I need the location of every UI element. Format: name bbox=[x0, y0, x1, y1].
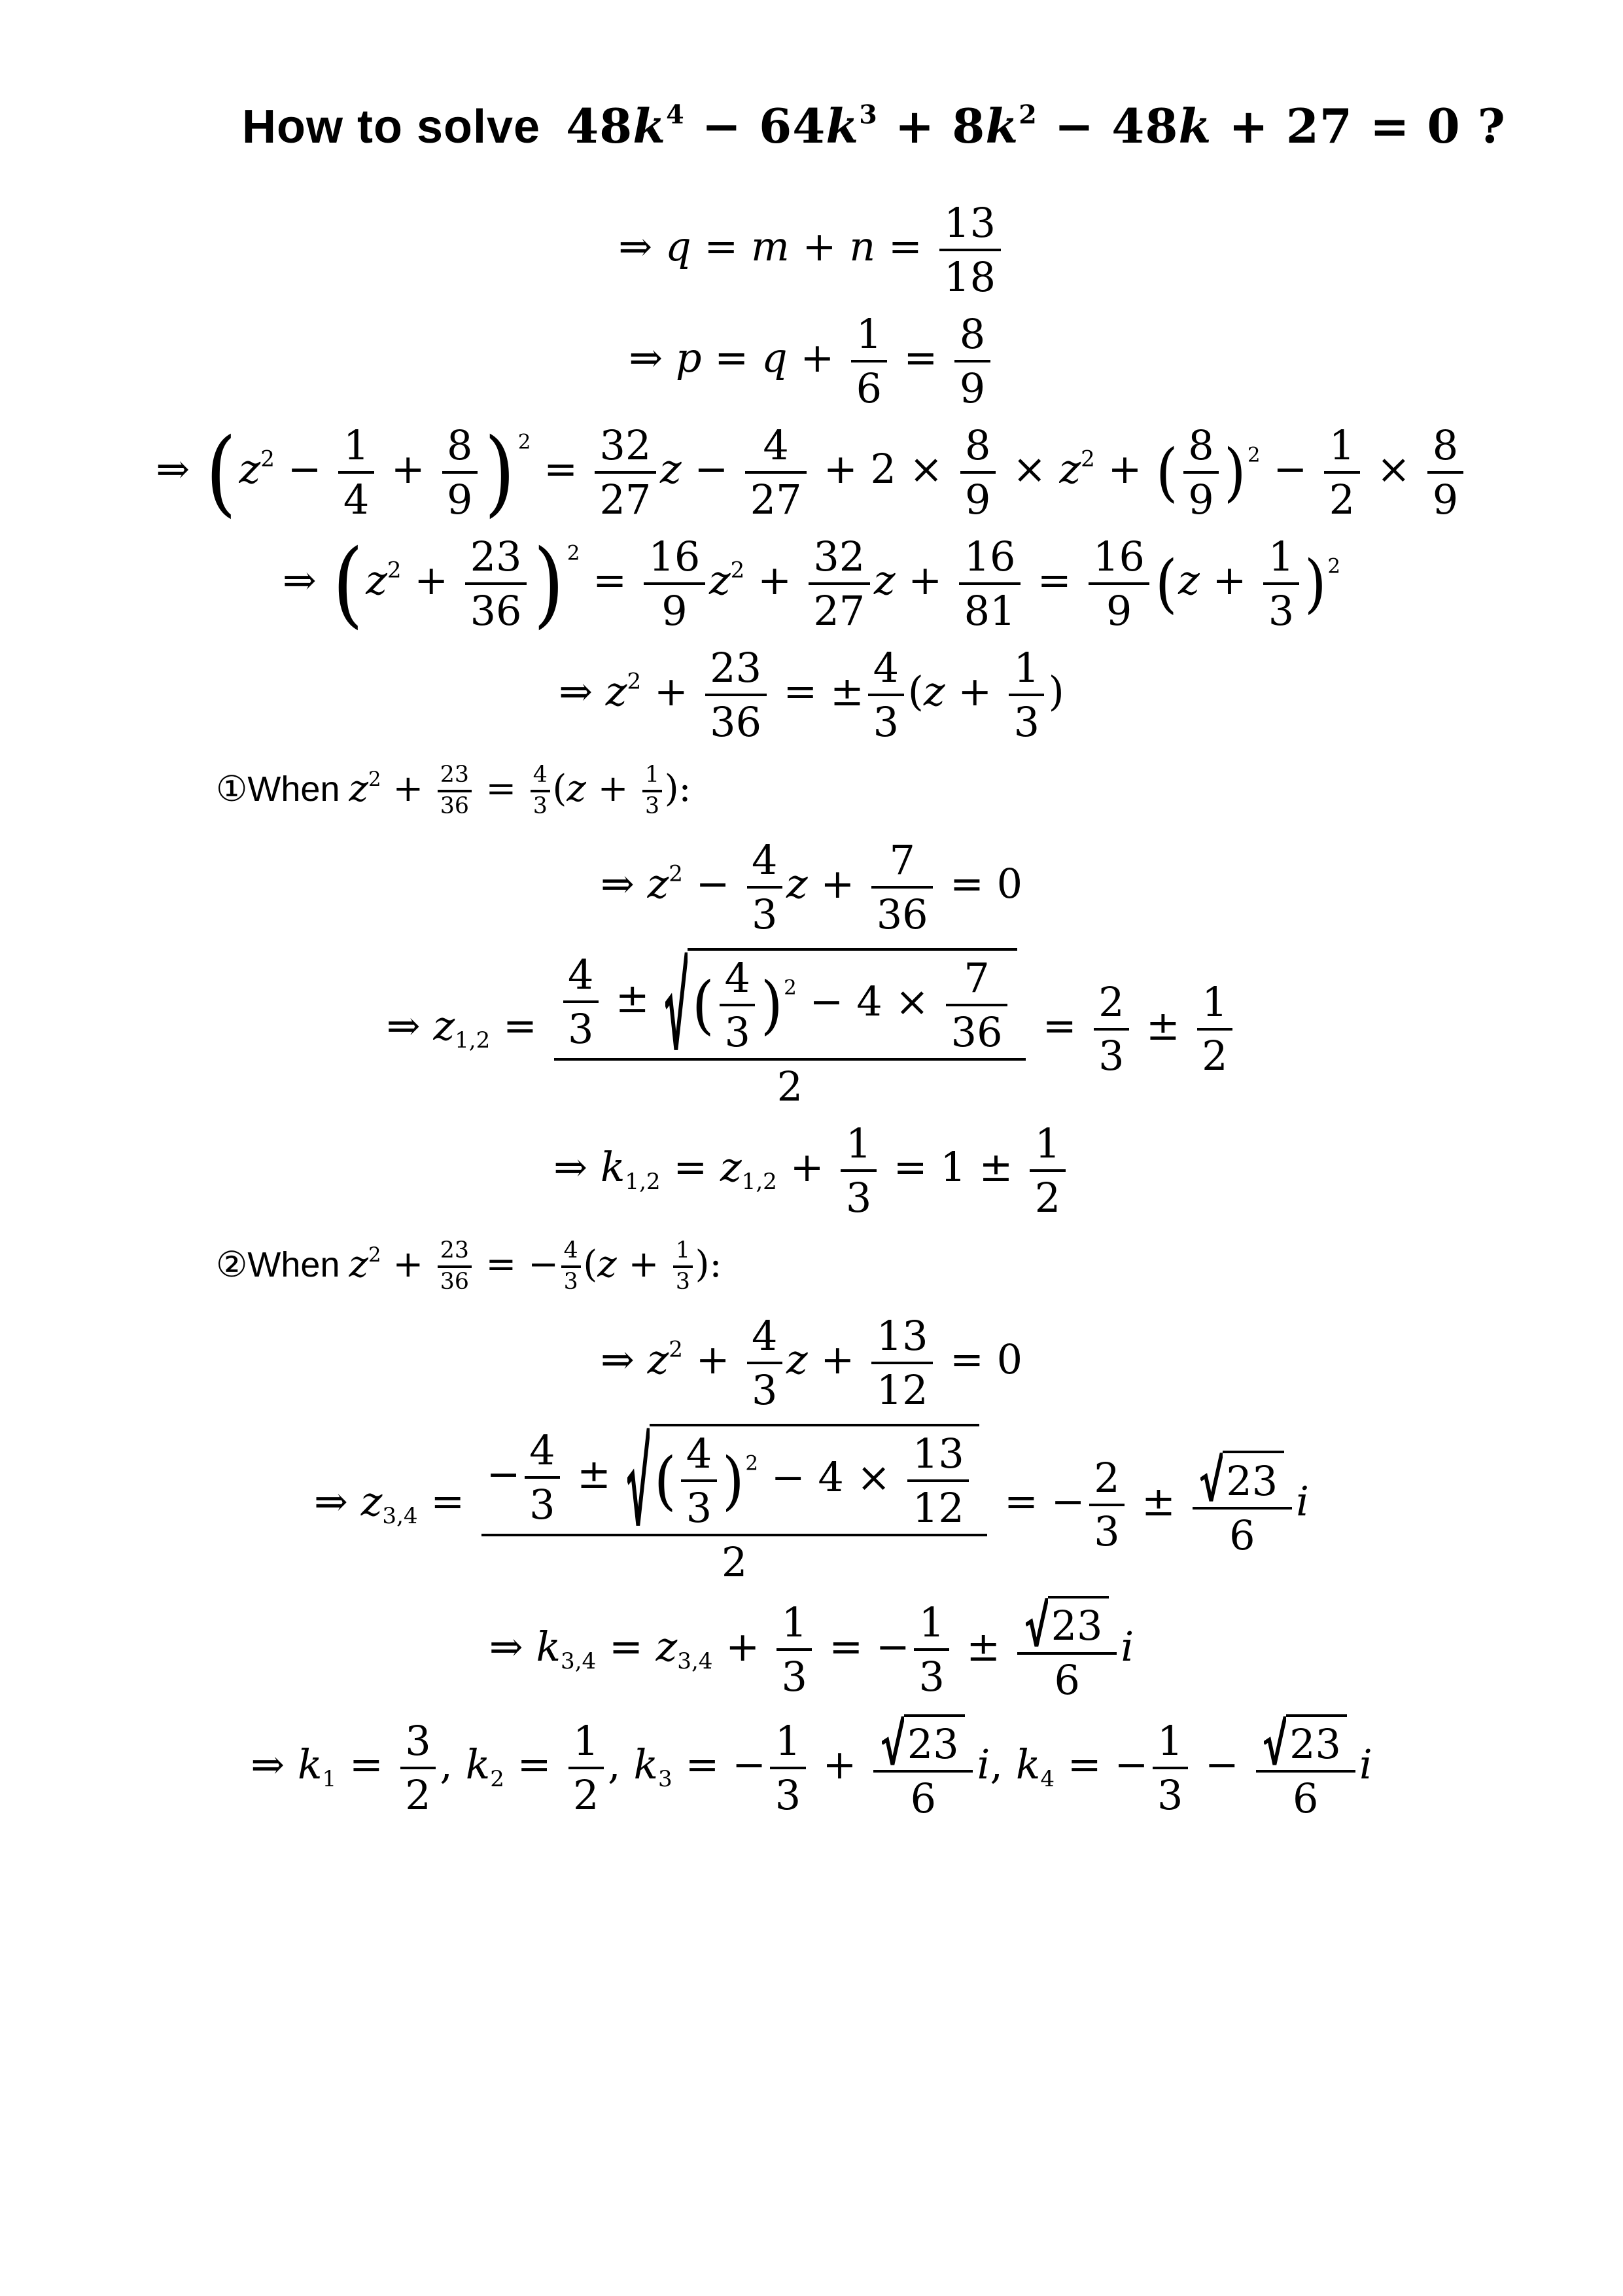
fraction: $\frac{4}{3}$ bbox=[868, 645, 903, 745]
fraction: $\frac{4}{3}$ ± ( $\frac{4}{3}$ )$^2$ − 4 × $\frac{7}{36}$ 2 bbox=[554, 948, 1026, 1110]
sqrt-radical-icon bbox=[627, 1424, 650, 1531]
fraction: $\frac{13}{18}$ bbox=[939, 200, 1001, 300]
case-line bbox=[0, 1238, 1623, 1296]
fraction: $\frac{7}{36}$ bbox=[871, 837, 933, 938]
equation-line bbox=[0, 1424, 1623, 1585]
fraction: $\frac{16}{81}$ bbox=[959, 533, 1021, 634]
fraction: $\frac{32}{27}$ bbox=[595, 422, 656, 523]
fraction: $\frac{2}{3}$ bbox=[1089, 1455, 1125, 1555]
fraction: $\frac{4}{3}$ bbox=[681, 1430, 716, 1531]
fraction: $\frac{8}{9}$ bbox=[442, 422, 478, 523]
equation-line bbox=[0, 1596, 1623, 1704]
fraction: $\frac{4}{27}$ bbox=[745, 422, 807, 523]
fraction: $\frac{1}{2}$ bbox=[1197, 979, 1232, 1080]
fraction: $\frac{13}{12}$ bbox=[907, 1430, 969, 1531]
fraction: $\frac{1}{3}$ bbox=[914, 1599, 949, 1700]
page-title bbox=[242, 98, 1623, 154]
square-root: ( $\frac{4}{3}$ )$^2$ − 4 × $\frac{7}{36}$ bbox=[665, 948, 1017, 1055]
fraction: $\frac{23}{36}$ bbox=[438, 1238, 472, 1296]
case-label: ②When bbox=[216, 1245, 340, 1284]
fraction: $\frac{8}{9}$ bbox=[960, 422, 996, 523]
equation-line bbox=[0, 529, 1623, 639]
fraction: $\frac{23}{6}$ bbox=[1256, 1714, 1355, 1822]
equation-line bbox=[0, 645, 1623, 745]
fraction: $\frac{1}{3}$ bbox=[1009, 645, 1044, 745]
equation-lines bbox=[0, 200, 1623, 1822]
fraction: $\frac{2}{3}$ bbox=[1094, 979, 1129, 1080]
equation-line bbox=[0, 948, 1623, 1110]
fraction: $\frac{1}{3}$ bbox=[1153, 1718, 1188, 1818]
sqrt-radical-icon bbox=[1264, 1714, 1286, 1768]
fraction: $\frac{1}{3}$ bbox=[642, 762, 662, 820]
formula: ⇒ $z_{1,2}$ = $\frac{4}{3}$ ± ( $\frac{4}{3}$ )$^2$ − 4 × $\frac{7}{36}$ 2 = $\frac{2}{3}$ ± $\frac{1}{2}$ bbox=[387, 1002, 1236, 1050]
fraction: $\frac{16}{9}$ bbox=[644, 533, 705, 634]
fraction: $\frac{1}{3}$ bbox=[1263, 533, 1299, 634]
equation-line bbox=[0, 200, 1623, 300]
fraction: $\frac{3}{2}$ bbox=[400, 1718, 436, 1818]
formula: $z^2$ + $\frac{23}{36}$ = − $\frac{4}{3}$ (z + $\frac{1}{3}$ ): bbox=[349, 1237, 722, 1296]
fraction: $\frac{23}{6}$ bbox=[1193, 1451, 1292, 1559]
fraction: $\frac{1}{2}$ bbox=[568, 1718, 604, 1818]
formula: ⇒ ($z^2$ − $\frac{1}{4}$ + $\frac{8}{9}$ ) $^2$ = $\frac{32}{27}$ z − $\frac{4}{27}$ + 2 × $\frac{8}{9}$ × $z^2$ + ( $\frac{8}{9}$ )$^2$ − $\frac{1}{2}$ × $\frac{8}{9}$ bbox=[156, 445, 1467, 493]
fraction: $\frac{1}{2}$ bbox=[1324, 422, 1359, 523]
formula: ⇒ $z^2$ − $\frac{4}{3}$ z + $\frac{7}{36}$ = 0 bbox=[600, 836, 1023, 938]
square-root: 23 bbox=[1200, 1451, 1283, 1504]
sqrt-radical-icon bbox=[882, 1714, 904, 1768]
fraction: $\frac{4}{3}$ bbox=[747, 1313, 782, 1413]
fraction: $\frac{1}{2}$ bbox=[1030, 1120, 1065, 1221]
case-line bbox=[0, 762, 1623, 820]
fraction: $\frac{16}{9}$ bbox=[1089, 533, 1150, 634]
sqrt-radical-icon bbox=[1026, 1596, 1048, 1650]
equation-line bbox=[0, 418, 1623, 527]
fraction: − $\frac{4}{3}$ ± ( $\frac{4}{3}$ )$^2$ − 4 × $\frac{13}{12}$ 2 bbox=[481, 1424, 987, 1585]
fraction: $\frac{8}{9}$ bbox=[1427, 422, 1463, 523]
formula: ⇒ q = m + n = $\frac{13}{18}$ bbox=[618, 222, 1004, 270]
fraction: $\frac{1}{3}$ bbox=[841, 1120, 876, 1221]
formula: $z^2$ + $\frac{23}{36}$ = $\frac{4}{3}$ (z + $\frac{1}{3}$ ): bbox=[349, 762, 691, 820]
formula: ⇒ p = q + $\frac{1}{6}$ = $\frac{8}{9}$ bbox=[629, 334, 994, 381]
fraction: $\frac{4}{3}$ bbox=[563, 951, 599, 1052]
square-root: ( $\frac{4}{3}$ )$^2$ − 4 × $\frac{13}{12}$ bbox=[627, 1424, 979, 1531]
fraction: $\frac{4}{3}$ bbox=[747, 837, 782, 938]
formula: ⇒ $k_{1,2} = z_{1,2}$ + $\frac{1}{3}$ = 1 ± $\frac{1}{2}$ bbox=[553, 1143, 1070, 1191]
fraction: $\frac{1}{3}$ bbox=[770, 1718, 805, 1818]
title-text: How to solve bbox=[242, 101, 541, 153]
fraction: $\frac{4}{3}$ bbox=[561, 1238, 581, 1296]
square-root: 23 bbox=[1264, 1714, 1347, 1768]
fraction: $\frac{13}{12}$ bbox=[871, 1313, 933, 1413]
sqrt-radical-icon bbox=[665, 948, 688, 1055]
square-root: 23 bbox=[1026, 1596, 1109, 1650]
fraction: $\frac{32}{27}$ bbox=[809, 533, 870, 634]
formula: ⇒ $k_{3,4} = z_{3,4}$ + $\frac{1}{3}$ = − $\frac{1}{3}$ ± $\frac{23}{6}$ i bbox=[489, 1623, 1134, 1670]
fraction: $\frac{1}{4}$ bbox=[338, 422, 374, 523]
fraction: $\frac{4}{3}$ bbox=[525, 1427, 560, 1528]
fraction: $\frac{1}{3}$ bbox=[777, 1599, 812, 1700]
fraction: $\frac{8}{9}$ bbox=[1183, 422, 1219, 523]
fraction: $\frac{23}{36}$ bbox=[705, 645, 767, 745]
equation-line bbox=[0, 1120, 1623, 1221]
fraction: $\frac{7}{36}$ bbox=[946, 955, 1007, 1055]
formula: ⇒ ($z^2$ + $\frac{23}{36}$ ) $^2$ = $\frac{16}{9}$ $z^2$ + $\frac{32}{27}$ z + $\frac{16}{81}$ = $\frac{16}{9}$ (z + $\frac{1}{3}$ )$^2$ bbox=[282, 529, 1341, 639]
title-equation: $48k^4 - 64k^3 + 8k^2 - 48k + 27 = 0$ ? bbox=[566, 98, 1506, 154]
formula: ⇒ $z^2$ + $\frac{23}{36}$ = ± $\frac{4}{3}$ (z + $\frac{1}{3}$ ) bbox=[559, 644, 1064, 746]
fraction: $\frac{23}{6}$ bbox=[873, 1714, 973, 1822]
fraction: $\frac{23}{6}$ bbox=[1017, 1596, 1117, 1704]
square-root: 23 bbox=[882, 1714, 965, 1768]
equation-line bbox=[0, 1313, 1623, 1413]
fraction: $\frac{8}{9}$ bbox=[954, 311, 990, 412]
equation-line bbox=[0, 837, 1623, 938]
formula: ⇒ $z_{3,4}$ = − $\frac{4}{3}$ ± ( $\frac{4}{3}$ )$^2$ − 4 × $\frac{13}{12}$ 2 = − $\frac{2}{3}$ ± $\frac{23}{6}$ i bbox=[314, 1477, 1309, 1525]
fraction: $\frac{1}{6}$ bbox=[851, 311, 886, 412]
equation-line bbox=[0, 1714, 1623, 1822]
fraction: $\frac{1}{3}$ bbox=[673, 1238, 693, 1296]
case-label: ①When bbox=[216, 769, 340, 809]
formula: ⇒ $z^2$ + $\frac{4}{3}$ z + $\frac{13}{12}$ = 0 bbox=[600, 1312, 1023, 1414]
formula: ⇒ $k_1$ = $\frac{3}{2}$ , $k_2$ = $\frac{1}{2}$ , $k_3$ = − $\frac{1}{3}$ + $\frac{23}{6}$ i, $k_4$ = − $\frac{1}{3}$ − $\frac{23}{6}$ i bbox=[251, 1740, 1372, 1788]
fraction: $\frac{23}{36}$ bbox=[438, 762, 472, 820]
fraction: $\frac{23}{36}$ bbox=[465, 533, 527, 634]
equation-line bbox=[0, 311, 1623, 412]
fraction: $\frac{4}{3}$ bbox=[720, 955, 755, 1055]
sqrt-radical-icon bbox=[1200, 1451, 1223, 1504]
fraction: $\frac{4}{3}$ bbox=[531, 762, 550, 820]
